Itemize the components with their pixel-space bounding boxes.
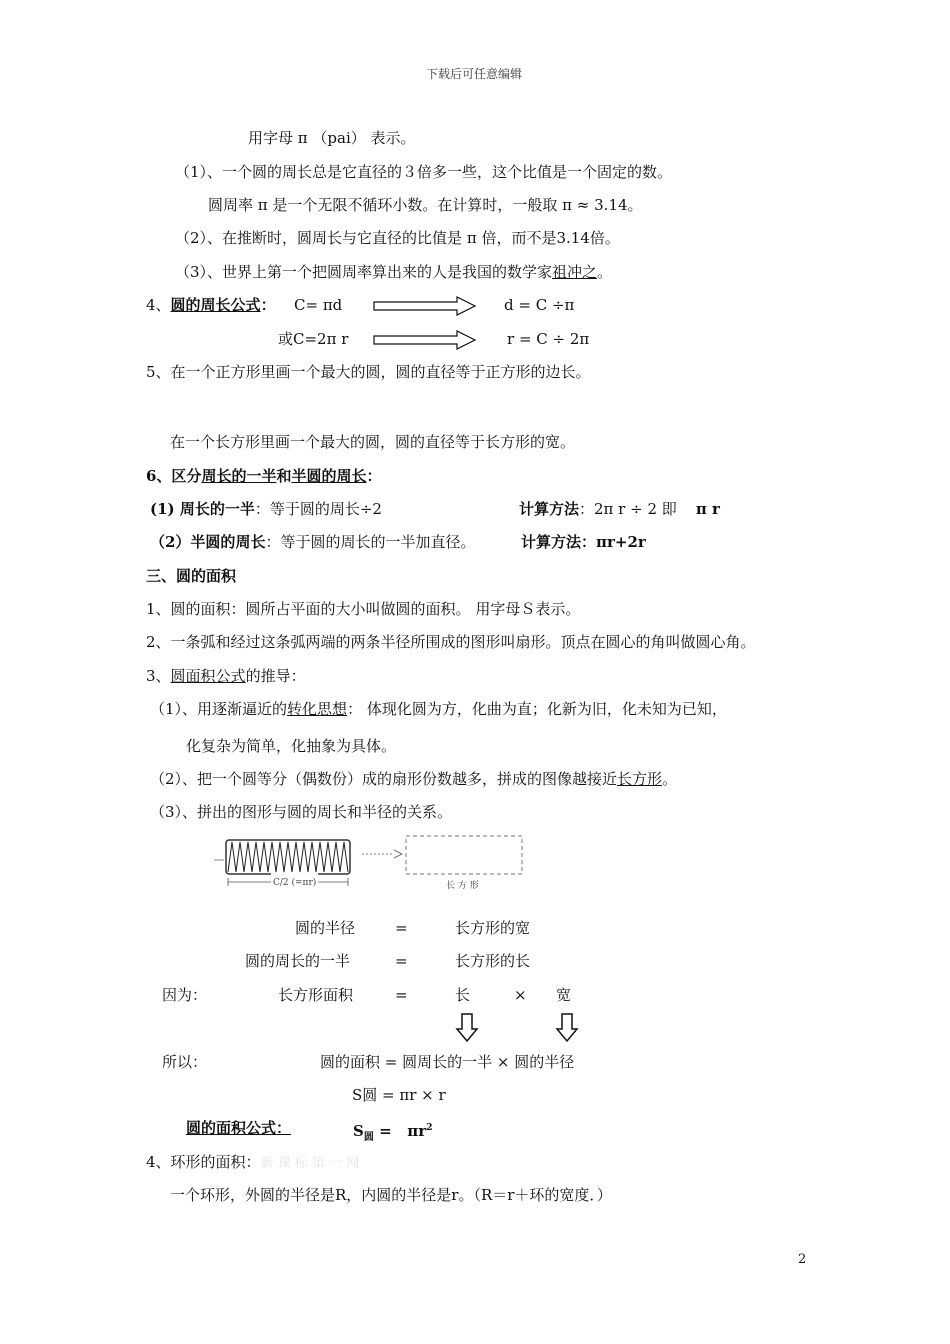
- text-line: 1、圆的面积：圆所占平面的大小叫做圆的面积。 用字母Ｓ表示。: [146, 600, 581, 618]
- formula-d: d = C ÷π: [504, 296, 575, 314]
- area-derivation: 圆的面积 = 圆周长的一半 × 圆的半径: [320, 1053, 575, 1071]
- relation-right: 长方形的宽: [455, 919, 531, 937]
- right-arrow-icon: [373, 296, 477, 316]
- relation-left: 圆的周长的一半: [245, 952, 351, 970]
- text-line: （3）、拼出的图形与圆的周长和半径的关系。: [150, 803, 453, 821]
- area-formula: $S_圆 = \pi r^2$: [353, 1122, 433, 1143]
- formula-r: r = C ÷ 2π: [507, 330, 590, 348]
- half-circumference-method: 计算方法：2π r ÷ 2 即 π r: [519, 500, 720, 518]
- so-label: 所以：: [162, 1053, 208, 1071]
- relation-right: 长方形的长: [455, 952, 531, 970]
- times-sign: ×: [514, 986, 527, 1004]
- page-header: 下载后可任意编辑: [426, 67, 523, 81]
- text-line: （2）、把一个圆等分（偶数份）成的扇形份数越多，拼成的图像越接近长方形。: [150, 770, 678, 788]
- text-line: 5、在一个正方形里画一个最大的圆，圆的直径等于正方形的边长。: [146, 363, 591, 381]
- circumference-formula-line: 4、圆的周长公式：: [146, 296, 276, 314]
- text-line: 2、一条弧和经过这条弧两端的两条半径所围成的图形叫扇形。顶点在圆心的角叫做圆心角。: [146, 633, 756, 651]
- relation-left: 长方形面积: [278, 986, 354, 1004]
- down-arrow-icon: [455, 1013, 479, 1043]
- area-formula-step: S圆 = πr × r: [352, 1086, 446, 1104]
- figure-formula-label: C/2 (=πr): [271, 873, 318, 893]
- down-arrow-icon: [555, 1013, 579, 1043]
- watermark: 新 课 标 第 一 网: [260, 1156, 360, 1171]
- half-circumference-line: (1) 周长的一半：等于圆的周长÷2: [150, 500, 382, 518]
- formula-c-pi-d: C= πd: [294, 296, 343, 314]
- section-title: 三、圆的面积: [146, 567, 237, 585]
- text-line: 化复杂为简单，化抽象为具体。: [186, 737, 397, 755]
- ring-area-title: 4、环形的面积：新 课 标 第 一 网: [146, 1153, 360, 1171]
- area-formula-label: 圆的面积公式：: [186, 1119, 292, 1137]
- relation-eq: =: [395, 919, 408, 937]
- figure-rect-label: 长 方 形: [446, 881, 479, 891]
- page-number: 2: [798, 1252, 807, 1267]
- relation-left: 圆的半径: [295, 919, 356, 937]
- text-line: 3、圆面积公式的推导：: [146, 667, 306, 685]
- text-line: （3）、世界上第一个把圆周率算出来的人是我国的数学家祖冲之。: [175, 263, 613, 281]
- width-label: 宽: [556, 986, 572, 1004]
- text-line: （1）、一个圆的周长总是它直径的３倍多一些，这个比值是一个固定的数。: [175, 163, 673, 181]
- text-line: 一个环形，外圆的半径是R，内圆的半径是r。（R＝r＋环的宽度．）: [170, 1186, 612, 1204]
- because-label: 因为：: [162, 986, 208, 1004]
- text-line: （1）、用逐渐逼近的转化思想： 体现化圆为方，化曲为直；化新为旧，化未知为已知，: [150, 700, 727, 718]
- semicircle-line: （2）半圆的周长：等于圆的周长的一半加直径。: [150, 533, 476, 551]
- text-line: 用字母 π （pai） 表示。: [248, 129, 416, 147]
- semicircle-method: 计算方法：πr+2r: [521, 533, 646, 551]
- zu-chongzhi: 祖冲之: [552, 263, 598, 281]
- text-line: 在一个长方形里画一个最大的圆，圆的直径等于长方形的宽。: [170, 433, 576, 451]
- circle-to-rectangle-figure: [212, 834, 532, 894]
- relation-eq: =: [395, 952, 408, 970]
- section-6-title: 6、区分周长的一半和半圆的周长：: [146, 467, 382, 485]
- text-line: 圆周率 π 是一个无限不循环小数。在计算时，一般取 π ≈ 3.14。: [208, 196, 643, 214]
- formula-c-2pi-r: 或C=2π r: [278, 330, 349, 348]
- text-line: （2）、在推断时，圆周长与它直径的比值是 π 倍，而不是3.14倍。: [175, 229, 620, 247]
- right-arrow-icon: [373, 330, 477, 350]
- relation-eq: =: [395, 986, 408, 1004]
- length-label: 长: [455, 986, 471, 1004]
